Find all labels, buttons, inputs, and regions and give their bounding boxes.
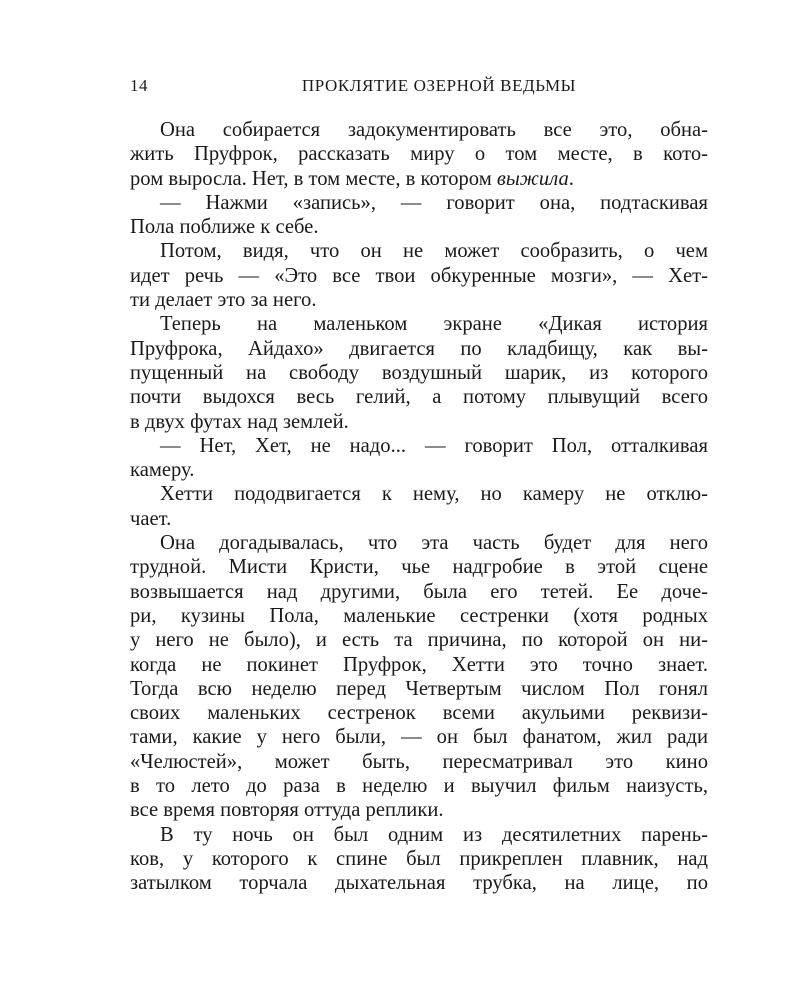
text-line: жить Пруфрок, рассказать миру о том месте, в кото-	[130, 143, 708, 166]
text-line: камеру.	[130, 459, 195, 482]
italic-emphasis: выжила	[496, 167, 569, 190]
text-line: — Нажми «запись», — говорит она, подтаскивая	[160, 191, 708, 214]
body-text	[130, 118, 708, 896]
text-line: ти делает это за него.	[130, 289, 317, 312]
text-line: Она собирается задокументировать все это, обна-	[160, 119, 708, 141]
text-line: Потом, видя, что он не может сообразить, о чем	[160, 240, 708, 263]
paragraph	[130, 312, 708, 433]
running-header	[130, 76, 708, 100]
text-line: ри, кузины Пола, маленькие сестренки (хотя родных	[130, 604, 708, 627]
paragraph	[130, 482, 708, 531]
text-line: Пруфрока, Айдахо» двигается по кладбищу, как вы-	[130, 337, 708, 360]
text-span: ром выросла. Нет, в том месте, в котором	[130, 167, 497, 190]
text-line: чает.	[130, 507, 172, 530]
text-line: идет речь — «Это все твои обкуренные мозги», — Хет-	[130, 264, 708, 287]
text-line: Теперь на маленьком экране «Дикая история	[160, 313, 708, 336]
text-line: затылком торчала дыхательная трубка, на лице, по	[130, 872, 708, 895]
paragraph	[130, 191, 708, 240]
text-line: тами, какие у него были, — он был фанатом, жил ради	[130, 726, 708, 749]
paragraph	[130, 118, 708, 191]
paragraph	[130, 434, 708, 483]
text-line: Тогда всю неделю перед Четвертым числом Пол гонял	[130, 677, 708, 700]
text-line: — Нет, Хет, не надо... — говорит Пол, отталкивая	[160, 434, 708, 457]
text-line: ков, у которого к спине был прикреплен плавник, над	[130, 847, 708, 870]
text-line: трудной. Мисти Кристи, чье надгробие в этой сцене	[130, 556, 708, 579]
running-title: ПРОКЛЯТИЕ ОЗЕРНОЙ ВЕДЬМЫ	[301, 76, 577, 95]
text-line	[130, 167, 708, 191]
text-line: Хетти пододвигается к нему, но камеру не отклю-	[160, 483, 708, 506]
text-line: Пола поближе к себе.	[130, 216, 319, 239]
page-number: 14	[130, 76, 148, 95]
text-span: .	[568, 167, 574, 190]
paragraph	[130, 823, 708, 896]
text-line: все время повторяя оттуда реплики.	[130, 799, 444, 822]
text-line: Она догадывалась, что эта часть будет для него	[160, 532, 708, 555]
text-line: пущенный на свободу воздушный шарик, из которого	[130, 361, 708, 384]
paragraph	[130, 239, 708, 312]
text-line: когда не покинет Пруфрок, Хетти это точно знает.	[130, 653, 708, 676]
text-line: В ту ночь он был одним из десятилетних парень-	[160, 823, 708, 846]
paragraph	[130, 531, 708, 823]
text-line: в двух футах над землей.	[130, 410, 349, 433]
text-line: «Челюстей», может быть, пересматривал это кино	[130, 750, 708, 773]
text-line: в то лето до раза в неделю и выучил фильм наизусть,	[130, 775, 708, 798]
text-line: возвышается над другими, была его тетей. Ее доче-	[130, 580, 708, 603]
text-line: у него не было), и есть та причина, по которой он ни-	[130, 629, 708, 652]
text-line: своих маленьких сестренок всеми акульими реквизи-	[130, 702, 708, 725]
text-line: почти выдохся весь гелий, а потому плывущий всего	[130, 386, 708, 409]
